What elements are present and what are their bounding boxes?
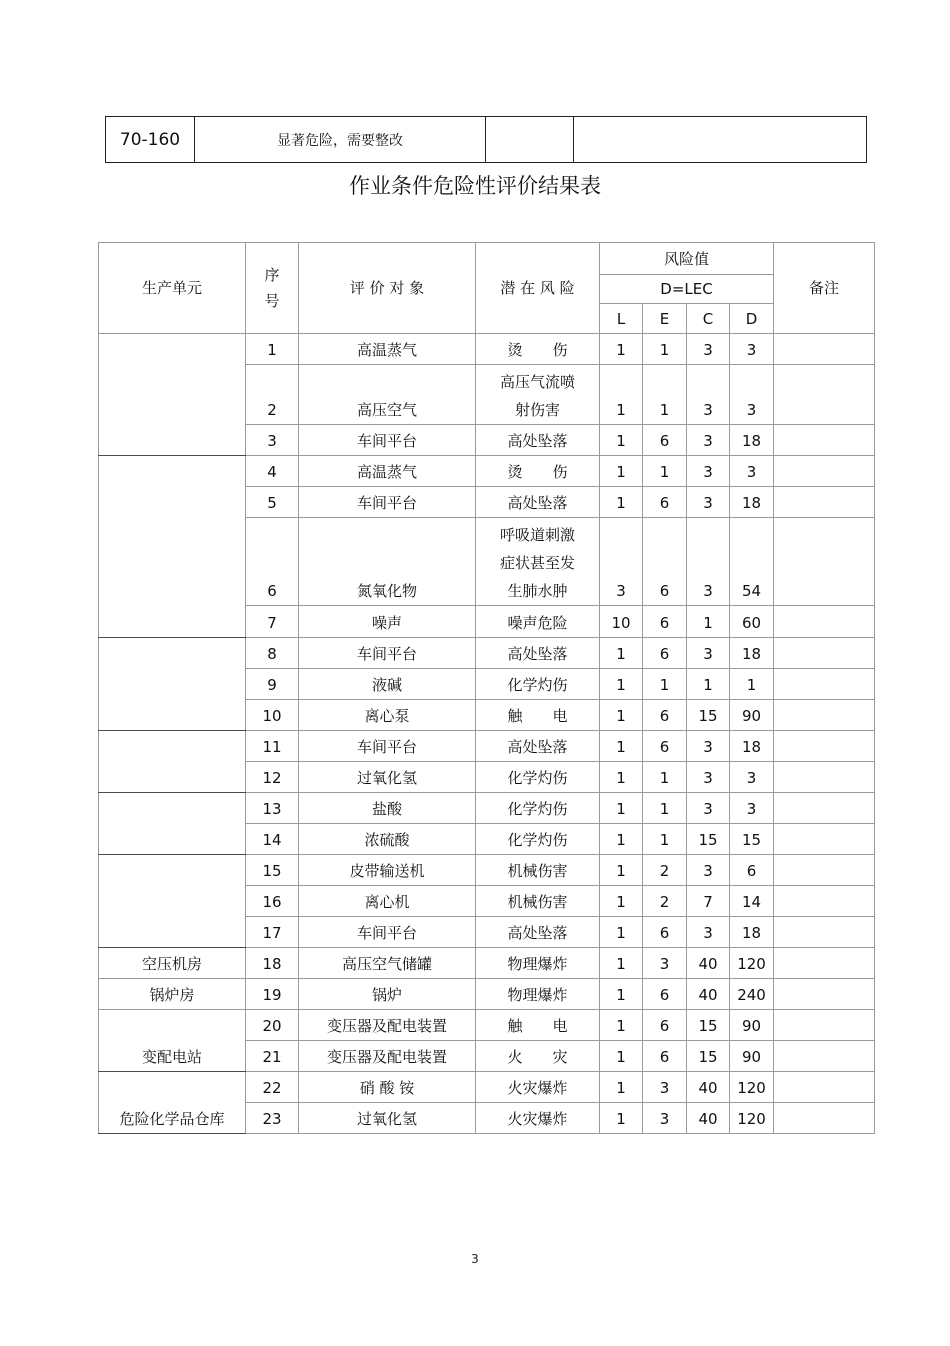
remark-cell [774,487,875,518]
unit-cell: 危险化学品仓库 [99,1072,246,1134]
remark-cell [774,425,875,456]
remark-cell [774,979,875,1010]
object-cell: 氮氧化物 [299,518,476,606]
remark-cell [774,606,875,638]
L-cell: 1 [600,855,643,886]
D-cell: 120 [730,1072,774,1103]
C-cell: 40 [687,1103,730,1134]
unit-cell [99,638,246,731]
hazard-cell [476,365,600,425]
D-cell: 60 [730,606,774,638]
hazard-cell: 烫 伤 [476,334,600,365]
unit-cell [99,731,246,793]
remark-cell [774,824,875,855]
risk-col3 [486,117,574,163]
object-cell: 高压空气储罐 [299,948,476,979]
header-remark: 备注 [774,243,875,334]
evaluation-results-table [98,242,875,1134]
remark-cell [774,1103,875,1134]
L-cell: 1 [600,979,643,1010]
D-cell: 15 [730,824,774,855]
seq-cell: 17 [246,917,299,948]
hazard-cell: 化学灼伤 [476,824,600,855]
L-cell: 1 [600,487,643,518]
remark-cell [774,855,875,886]
C-cell: 3 [687,917,730,948]
C-cell: 7 [687,886,730,917]
E-cell: 6 [643,606,687,638]
E-cell: 6 [643,1041,687,1072]
table-row [99,456,875,487]
E-cell: 6 [643,979,687,1010]
hazard-cell: 噪声危险 [476,606,600,638]
E-cell: 6 [643,1010,687,1041]
C-cell: 1 [687,669,730,700]
hazard-cell: 火 灾 [476,1041,600,1072]
hazard-cell: 化学灼伤 [476,762,600,793]
seq-cell: 14 [246,824,299,855]
L-cell: 1 [600,1041,643,1072]
seq-cell: 12 [246,762,299,793]
E-cell: 3 [643,948,687,979]
C-cell: 3 [687,731,730,762]
remark-cell [774,1010,875,1041]
L-cell: 1 [600,917,643,948]
C-cell: 3 [687,638,730,669]
C-cell: 15 [687,700,730,731]
E-cell: 1 [643,365,687,425]
object-cell: 车间平台 [299,425,476,456]
remark-cell [774,948,875,979]
seq-cell: 5 [246,487,299,518]
page-number: 3 [471,1252,479,1266]
D-cell: 54 [730,518,774,606]
C-cell: 3 [687,793,730,824]
object-cell: 皮带输送机 [299,855,476,886]
hazard-text: 呼吸道刺激症状甚至发生肺水肿 [499,526,575,600]
hazard-cell: 高处坠落 [476,731,600,762]
table-row [99,793,875,824]
unit-cell: 空压机房 [99,948,246,979]
D-cell: 18 [730,638,774,669]
D-cell: 1 [730,669,774,700]
L-cell: 1 [600,793,643,824]
risk-description: 显著危险，需要整改 [195,117,486,163]
header-E: E [643,304,687,334]
E-cell: 2 [643,886,687,917]
unit-cell [99,793,246,855]
object-cell: 盐酸 [299,793,476,824]
D-cell: 3 [730,456,774,487]
E-cell: 6 [643,731,687,762]
risk-level-row [106,117,867,163]
D-cell: 90 [730,1041,774,1072]
table-row [99,334,875,365]
D-cell: 90 [730,700,774,731]
E-cell: 2 [643,855,687,886]
remark-cell [774,518,875,606]
E-cell: 1 [643,669,687,700]
seq-cell: 8 [246,638,299,669]
L-cell: 10 [600,606,643,638]
C-cell: 1 [687,606,730,638]
header-risk-value: 风险值 [600,243,774,275]
E-cell: 6 [643,700,687,731]
D-cell: 90 [730,1010,774,1041]
L-cell: 1 [600,1072,643,1103]
object-cell: 硝 酸 铵 [299,1072,476,1103]
object-cell: 离心机 [299,886,476,917]
C-cell: 3 [687,425,730,456]
L-cell: 1 [600,1010,643,1041]
E-cell: 6 [643,487,687,518]
hazard-cell: 高处坠落 [476,487,600,518]
C-cell: 15 [687,1041,730,1072]
C-cell: 40 [687,948,730,979]
L-cell: 1 [600,456,643,487]
object-cell: 变压器及配电装置 [299,1010,476,1041]
remark-cell [774,1072,875,1103]
seq-cell: 3 [246,425,299,456]
seq-cell: 21 [246,1041,299,1072]
D-cell: 3 [730,762,774,793]
D-cell: 240 [730,979,774,1010]
table-row [99,1072,875,1103]
L-cell: 1 [600,334,643,365]
E-cell: 6 [643,917,687,948]
C-cell: 3 [687,487,730,518]
hazard-cell: 触 电 [476,700,600,731]
table-row [99,638,875,669]
hazard-cell: 物理爆炸 [476,979,600,1010]
L-cell: 1 [600,700,643,731]
E-cell: 1 [643,334,687,365]
risk-range: 70-160 [106,117,195,163]
seq-cell: 15 [246,855,299,886]
unit-cell: 变配电站 [99,1010,246,1072]
object-cell: 高温蒸气 [299,456,476,487]
hazard-cell: 烫 伤 [476,456,600,487]
header-object: 评 价 对 象 [299,243,476,334]
hazard-cell: 化学灼伤 [476,669,600,700]
header-formula: D=LEC [600,275,774,304]
E-cell: 6 [643,518,687,606]
L-cell: 1 [600,762,643,793]
unit-cell [99,855,246,948]
seq-cell: 1 [246,334,299,365]
C-cell: 3 [687,855,730,886]
table-row [99,948,875,979]
table-row [99,1010,875,1041]
object-cell: 噪声 [299,606,476,638]
C-cell: 3 [687,518,730,606]
D-cell: 18 [730,917,774,948]
remark-cell [774,793,875,824]
seq-cell: 19 [246,979,299,1010]
remark-cell [774,917,875,948]
D-cell: 120 [730,948,774,979]
E-cell: 1 [643,762,687,793]
seq-cell: 22 [246,1072,299,1103]
remark-cell [774,731,875,762]
hazard-cell: 机械伤害 [476,855,600,886]
header-seq-text: 序号 [264,266,280,310]
hazard-cell: 火灾爆炸 [476,1103,600,1134]
hazard-cell: 高处坠落 [476,917,600,948]
unit-cell: 锅炉房 [99,979,246,1010]
C-cell: 3 [687,456,730,487]
C-cell: 15 [687,824,730,855]
hazard-cell: 化学灼伤 [476,793,600,824]
unit-cell [99,456,246,638]
hazard-cell: 火灾爆炸 [476,1072,600,1103]
L-cell: 1 [600,886,643,917]
E-cell: 6 [643,425,687,456]
object-cell: 液碱 [299,669,476,700]
hazard-cell: 触 电 [476,1010,600,1041]
C-cell: 3 [687,365,730,425]
header-row [99,243,875,275]
D-cell: 18 [730,425,774,456]
object-cell: 变压器及配电装置 [299,1041,476,1072]
hazard-cell: 高处坠落 [476,425,600,456]
seq-cell: 9 [246,669,299,700]
object-cell: 车间平台 [299,731,476,762]
risk-col4 [574,117,867,163]
hazard-cell: 物理爆炸 [476,948,600,979]
header-unit: 生产单元 [99,243,246,334]
seq-cell: 10 [246,700,299,731]
remark-cell [774,886,875,917]
object-cell: 浓硫酸 [299,824,476,855]
seq-cell: 11 [246,731,299,762]
table-row [99,731,875,762]
D-cell: 120 [730,1103,774,1134]
E-cell: 6 [643,638,687,669]
object-cell: 车间平台 [299,487,476,518]
object-cell: 锅炉 [299,979,476,1010]
E-cell: 1 [643,793,687,824]
E-cell: 3 [643,1072,687,1103]
L-cell: 1 [600,425,643,456]
hazard-cell: 机械伤害 [476,886,600,917]
header-L: L [600,304,643,334]
document-title: 作业条件危险性评价结果表 [349,174,601,198]
unit-cell [99,334,246,456]
hazard-cell [476,518,600,606]
object-cell: 过氧化氢 [299,762,476,793]
E-cell: 1 [643,824,687,855]
D-cell: 18 [730,731,774,762]
remark-cell [774,456,875,487]
C-cell: 3 [687,762,730,793]
L-cell: 1 [600,669,643,700]
D-cell: 18 [730,487,774,518]
object-cell: 车间平台 [299,917,476,948]
remark-cell [774,365,875,425]
seq-cell: 2 [246,365,299,425]
object-cell: 高温蒸气 [299,334,476,365]
seq-cell: 6 [246,518,299,606]
remark-cell [774,700,875,731]
remark-cell [774,334,875,365]
L-cell: 1 [600,365,643,425]
seq-cell: 16 [246,886,299,917]
remark-cell [774,638,875,669]
L-cell: 1 [600,1103,643,1134]
header-hazard: 潜 在 风 险 [476,243,600,334]
C-cell: 40 [687,979,730,1010]
table-row [99,855,875,886]
seq-cell: 4 [246,456,299,487]
L-cell: 3 [600,518,643,606]
header-C: C [687,304,730,334]
D-cell: 14 [730,886,774,917]
L-cell: 1 [600,824,643,855]
table-row [99,979,875,1010]
E-cell: 3 [643,1103,687,1134]
C-cell: 15 [687,1010,730,1041]
D-cell: 3 [730,365,774,425]
hazard-text: 高压气流喷射伤害 [499,373,575,419]
D-cell: 3 [730,793,774,824]
remark-cell [774,1041,875,1072]
remark-cell [774,669,875,700]
D-cell: 3 [730,334,774,365]
C-cell: 3 [687,334,730,365]
object-cell: 离心泵 [299,700,476,731]
L-cell: 1 [600,948,643,979]
hazard-cell: 高处坠落 [476,638,600,669]
object-cell: 车间平台 [299,638,476,669]
object-cell: 过氧化氢 [299,1103,476,1134]
header-seq [246,243,299,334]
E-cell: 1 [643,456,687,487]
remark-cell [774,762,875,793]
seq-cell: 18 [246,948,299,979]
C-cell: 40 [687,1072,730,1103]
object-cell: 高压空气 [299,365,476,425]
seq-cell: 20 [246,1010,299,1041]
header-D: D [730,304,774,334]
seq-cell: 23 [246,1103,299,1134]
L-cell: 1 [600,731,643,762]
risk-level-table-fragment [105,116,867,163]
L-cell: 1 [600,638,643,669]
seq-cell: 13 [246,793,299,824]
D-cell: 6 [730,855,774,886]
seq-cell: 7 [246,606,299,638]
